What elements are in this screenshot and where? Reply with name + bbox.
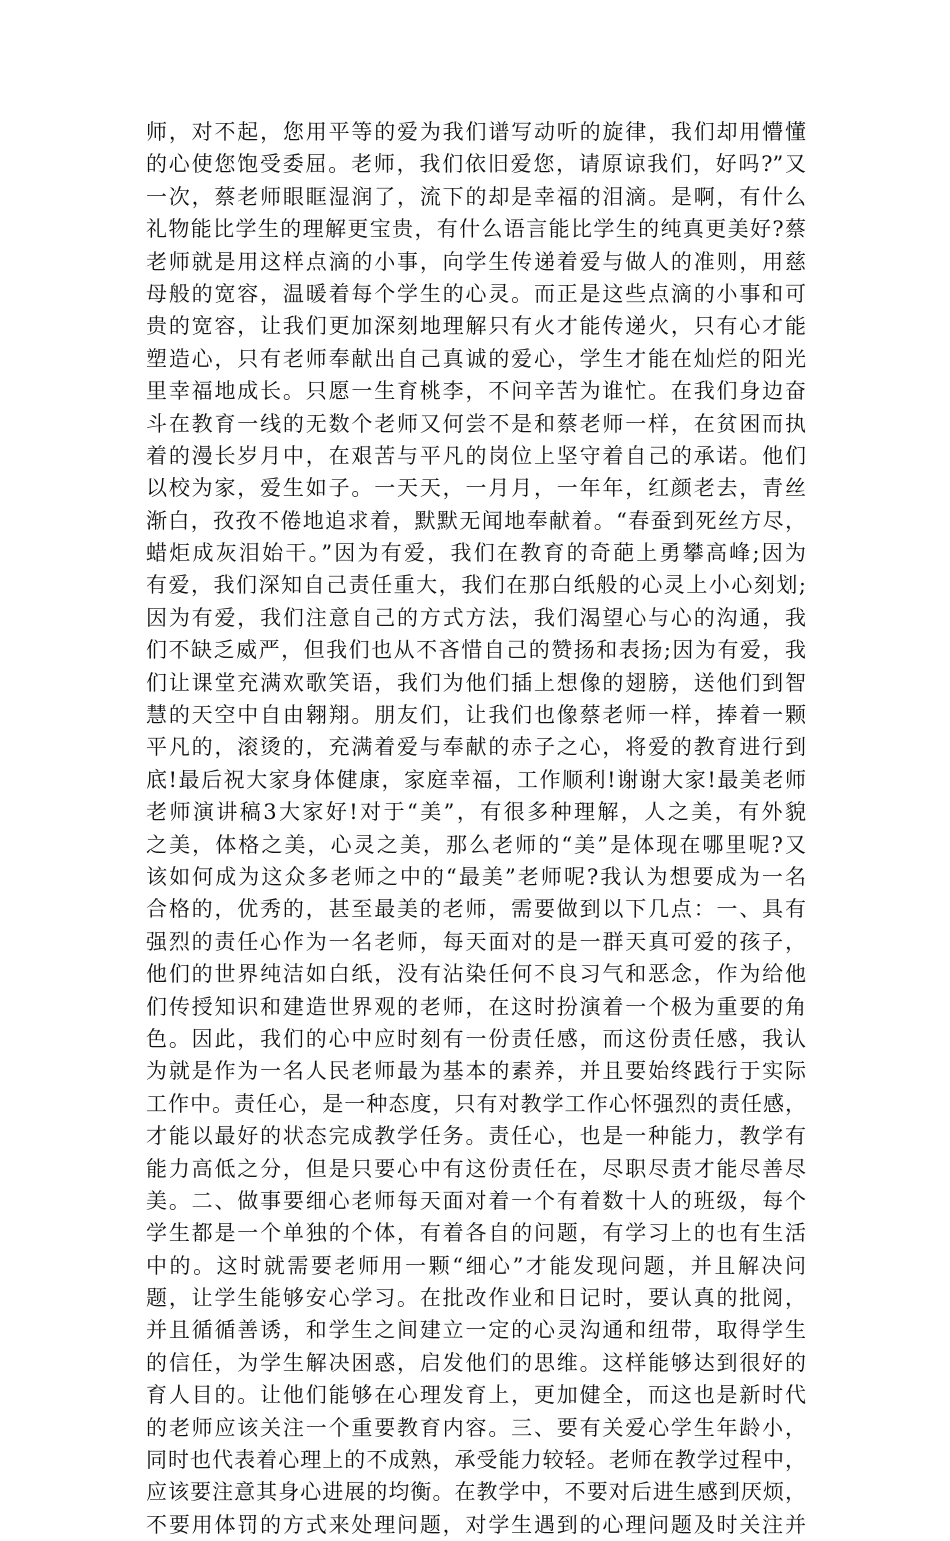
text-line: 以校为家，爱生如子。一天天，一月月，一年年，红颜老去，青丝: [146, 476, 806, 501]
text-line: 色。因此，我们的心中应时刻有一份责任感，而这份责任感，我认: [146, 1026, 806, 1051]
text-line: 工作中。责任心，是一种态度，只有对教学工作心怀强烈的责任感，: [146, 1091, 806, 1116]
text-line: 蜡炬成灰泪始干。”因为有爱，我们在教育的奇葩上勇攀高峰;因为: [146, 541, 806, 566]
text-line: 慧的天空中自由翱翔。朋友们，让我们也像蔡老师一样，捧着一颗: [146, 703, 806, 728]
text-line: 题，让学生能够安心学习。在批改作业和日记时，要认真的批阅，: [146, 1286, 806, 1311]
text-line: 并且循循善诱，和学生之间建立一定的心灵沟通和纽带，取得学生: [146, 1318, 806, 1343]
text-line: 们不缺乏威严，但我们也从不吝惜自己的赞扬和表扬;因为有爱，我: [146, 638, 806, 663]
text-line: 合格的，优秀的，甚至最美的老师，需要做到以下几点：一、具有: [146, 897, 806, 922]
text-line: 斗在教育一线的无数个老师又何尝不是和蔡老师一样，在贫困而执: [146, 411, 806, 436]
text-line: 能力高低之分，但是只要心中有这份责任在，尽职尽责才能尽善尽: [146, 1156, 806, 1181]
text-line: 应该要注意其身心进展的均衡。在教学中，不要对后进生感到厌烦，: [146, 1480, 806, 1505]
text-line: 老师演讲稿3大家好!对于“美”，有很多种理解，人之美，有外貌: [146, 800, 806, 825]
text-line: 们让课堂充满欢歌笑语，我们为他们插上想像的翅膀，送他们到智: [146, 670, 806, 695]
text-line: 不要用体罚的方式来处理问题，对学生遇到的心理问题及时关注并: [146, 1512, 806, 1537]
text-line: 一次，蔡老师眼眶湿润了，流下的却是幸福的泪滴。是啊，有什么: [146, 184, 806, 209]
text-line: 学生都是一个单独的个体，有着各自的问题，有学习上的也有生活: [146, 1221, 806, 1246]
text-line: 有爱，我们深知自己责任重大，我们在那白纸般的心灵上小心刻划;: [146, 573, 806, 598]
text-line: 强烈的责任心作为一名老师，每天面对的是一群天真可爱的孩子，: [146, 929, 806, 954]
text-line: 老师就是用这样点滴的小事，向学生传递着爱与做人的准则，用慈: [146, 249, 806, 274]
text-line: 之美，体格之美，心灵之美，那么老师的“美”是体现在哪里呢?又: [146, 832, 806, 857]
text-line: 贵的宽容，让我们更加深刻地理解只有火才能传递火，只有心才能: [146, 314, 806, 339]
text-line: 母般的宽容，温暖着每个学生的心灵。而正是这些点滴的小事和可: [146, 281, 806, 306]
text-line: 才能以最好的状态完成教学任务。责任心，也是一种能力，教学有: [146, 1124, 806, 1149]
text-line: 的老师应该关注一个重要教育内容。三、要有关爱心学生年龄小，: [146, 1415, 806, 1440]
text-line: 他们的世界纯洁如白纸，没有沾染任何不良习气和恶念，作为给他: [146, 962, 806, 987]
text-line: 礼物能比学生的理解更宝贵，有什么语言能比学生的纯真更美好?蔡: [146, 217, 806, 242]
text-line: 为就是作为一名人民老师最为基本的素养，并且要始终践行于实际: [146, 1059, 806, 1084]
text-line: 塑造心，只有老师奉献出自己真诚的爱心，学生才能在灿烂的阳光: [146, 346, 806, 371]
text-line: 该如何成为这众多老师之中的“最美”老师呢?我认为想要成为一名: [146, 864, 806, 889]
text-line: 的心使您饱受委屈。老师，我们依旧爱您，请原谅我们，好吗?”又: [146, 152, 806, 177]
text-line: 底!最后祝大家身体健康，家庭幸福，工作顺利!谢谢大家!最美老师: [146, 767, 806, 792]
text-line: 美。二、做事要细心老师每天面对着一个有着数十人的班级，每个: [146, 1188, 806, 1213]
body-text: [146, 116, 806, 1541]
text-line: 育人目的。让他们能够在心理发育上，更加健全，而这也是新时代: [146, 1383, 806, 1408]
text-line: 里幸福地成长。只愿一生育桃李，不问辛苦为谁忙。在我们身边奋: [146, 379, 806, 404]
text-line: 因为有爱，我们注意自己的方式方法，我们渴望心与心的沟通，我: [146, 605, 806, 630]
text-line: 同时也代表着心理上的不成熟，承受能力较轻。老师在教学过程中，: [146, 1448, 806, 1473]
text-line: 师，对不起，您用平等的爱为我们谱写动听的旋律，我们却用懵懂: [146, 120, 806, 144]
text-line: 平凡的，滚烫的，充满着爱与奉献的赤子之心，将爱的教育进行到: [146, 735, 806, 760]
text-line: 的信任，为学生解决困惑，启发他们的思维。这样能够达到很好的: [146, 1350, 806, 1375]
text-line: 着的漫长岁月中，在艰苦与平凡的岗位上坚守着自己的承诺。他们: [146, 443, 806, 468]
text-line: 们传授知识和建造世界观的老师，在这时扮演着一个极为重要的角: [146, 994, 806, 1019]
text-line: 中的。这时就需要老师用一颗“细心”才能发现问题，并且解决问: [146, 1253, 806, 1278]
text-line: 渐白，孜孜不倦地追求着，默默无闻地奉献着。“春蚕到死丝方尽，: [146, 508, 806, 533]
